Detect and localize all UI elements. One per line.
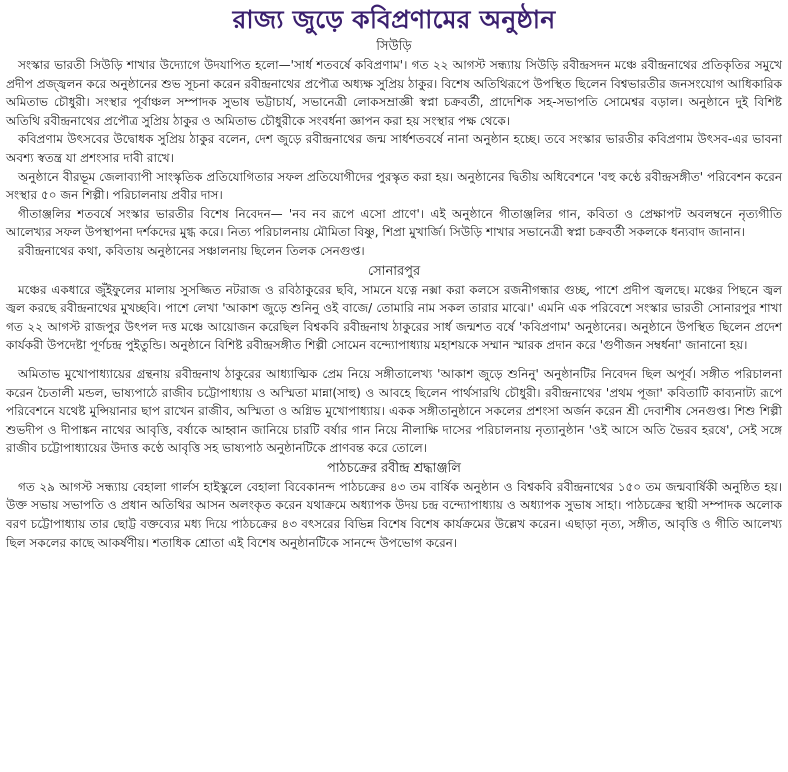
section-heading-pathchakra: পাঠচক্রের রবীন্দ্র শ্রদ্ধাঞ্জলি xyxy=(327,460,461,476)
paragraph-gap xyxy=(6,355,782,365)
paragraph: কবিপ্রণাম উৎসবের উদ্বোধক সুপ্রিয় ঠাকুর বলেন, দেশ জুড়ে রবীন্দ্রনাথের জন্ম সার্ধশতবর্ষে নানা অনুষ্ঠান হচ্ছে। তবে সংস্কার ভারতীর কবিপ্রণাম উৎসব-এর ভাবনা অবশ্য স্বতন্ত্র যা প্রশংসার দাবী রাখে। xyxy=(6,132,782,165)
paragraph: সংস্কার ভারতী সিউড়ি শাখার উদ্যোগে উদযাপিত হলো—'সার্ধ শতবর্ষে কবিপ্রণাম'। গত ২২ আগস্ট সন্ধ্যায় সিউড়ি রবীন্দ্রসদন মঞ্চে রবীন্দ্রনাথের প্রতিকৃতির সমুখে প্রদীপ প্রজ্জ্বলন করে অনুষ্ঠানের শুভ সূচনা করেন রবীন্দ্রনাথের প্রপৌত্র অধ্যক্ষ সুপ্রিয় ঠাকুর। বিশেষ অতিথিরূপে উপস্থিত ছিলেন বিশ্বভারতীর জনসংযোগ আধিকারিক অমিতাভ চৌধুরী। সংস্থার পূর্বাঞ্চল সম্পাদক সুভাষ ভট্টাচার্য, সভানেত্রী লোকসম্রাজ্ঞী স্বপ্না চক্রবর্তী, প্রাদেশিক সহ-সভাপতি সোমেশ্বর বড়াল। অনুষ্ঠানে দুই বিশিষ্ট অতিথি রবীন্দ্রনাথের প্রপৌত্র সুপ্রিয় ঠাকুর ও অমিতাভ চৌধুরীকে সংবর্ধনা জ্ঞাপন করা হয় সংস্থার পক্ষ থেকে। xyxy=(6,58,782,128)
section-heading-siuri: সিউড়ি xyxy=(376,39,412,54)
article-title: রাজ্য জুড়ে কবিপ্রণামের অনুষ্ঠান xyxy=(232,5,556,34)
paragraph: অমিতাভ মুখোপাধ্যায়ের গ্রন্থনায় রবীন্দ্রনাথ ঠাকুরের আধ্যাত্মিক প্রেম নিয়ে সঙ্গীতালেখ্য 'আকাশ জুড়ে শুনিনু' অনুষ্ঠানটির নিবেদন ছিল অপূর্ব। সঙ্গীত পরিচালনা করেন চৈতালী মন্ডল, ভাষ্যপাঠে রাজীব চট্টোপাধ্যায় ও অস্মিতা মান্না(সাহু) ও আবহে ছিলেন পার্থসারথি চৌধুরী। রবীন্দ্রনাথের 'প্রথম পূজা' কবিতাটি কাব্যনাট্য রূপে পরিবেশনে যথেষ্ট মুন্সিয়ানার ছাপ রাখেন রাজীব, অস্মিতা ও অগ্নিভ মুখোপাধ্যায়। একক সঙ্গীতানুষ্ঠানে সকলের প্রশংসা অর্জন করেন শ্রী দেবাশীষ সেনগুপ্ত। শিশু শিল্পী শুভদীপ ও দীপাঙ্কন নাথের আবৃত্তি, বর্ষাকে আহ্বান জানিয়ে চারটি বর্ষার গান নিয়ে নীলাক্ষি দাসের পরিচালনায় নৃত্যানুষ্ঠান 'ওই আসে অতি ভৈরব হরষে', সেই সঙ্গে রাজীব চট্টোপাধ্যায়ের উদাত্ত কণ্ঠে আবৃত্তি সহ ভাষ্যপাঠ অনুষ্ঠানটিকে প্রাণবন্ত করে তোলে। xyxy=(6,366,782,456)
paragraph: গত ২৯ আগস্ট সন্ধ্যায় বেহালা গার্লস হাইস্কুলে বেহালা বিবেকানন্দ পাঠচক্রের ৪৩ তম বার্ষিক অনুষ্ঠান ও বিশ্বকবি রবীন্দ্রনাথের ১৫০ তম জন্মবার্ষিকী অনুষ্ঠিত হয়। উক্ত সভায় সভাপতি ও প্রধান অতিথির আসন অলংকৃত করেন যথাক্রমে অধ্যাপক উদয় চন্দ্র বন্দ্যোপাধ্যায় ও অধ্যাপক সুভাষ সাহা। পাঠচক্রের স্থায়ী সম্পাদক অলোক বরণ চট্টোপাধ্যায় তার ছোট্ট বক্তব্যের মধ্য দিয়ে পাঠচক্রের ৪৩ বৎসরের বিভিন্ন বিশেষ বিশেষ কার্যক্রমের উল্লেখ করেন। এছাড়া নৃত্য, সঙ্গীত, আবৃত্তি ও গীতি আলেখ্য ছিল সকলের কাছে আকর্ষণীয়। শতাধিক শ্রোতা এই বিশেষ অনুষ্ঠানটিকে সানন্দে উপভোগ করেন। xyxy=(6,479,782,550)
paragraph: রবীন্দ্রনাথের কথা, কবিতায় অনুষ্ঠানের সঞ্চালনায় ছিলেন তিলক সেনগুপ্ত। xyxy=(18,243,365,258)
section-heading-sonarpur: সোনারপুর xyxy=(367,263,421,279)
paragraph: মঞ্চের একধারে জুঁইফুলের মালায় সুসজ্জিত নটরাজ ও রবিঠাকুরের ছবি, সামনে যত্নে নক্সা করা কলসে রজনীগন্ধার গুচ্ছ, পাশে প্রদীপ জ্বলছে। মঞ্চের পিছনে জ্বল জ্বল করছে রবীন্দ্রনাথের মুখচ্ছবি। পাশে লেখা 'আকাশ জুড়ে শুনিনু ওই বাজে/ তোমারি নাম সকল তারার মাঝে।' এমনি এক পরিবেশে সংস্কার ভারতী সোনারপুর শাখা গত ২২ আগস্ট রাজপুর উৎপল দত্ত মঞ্চে আয়োজন করেছিল বিশ্বকবি রবীন্দ্রনাথ ঠাকুরের সার্ধ জন্মশত বর্ষে 'কবিপ্রণাম' অনুষ্ঠানের। অনুষ্ঠানে উপস্থিত ছিলেন প্রদেশ কার্যকরী উপদেষ্টা পূর্ণচন্দ্র পুইতুন্ডি। অনুষ্ঠানে বিশিষ্ট রবীন্দ্রসঙ্গীত শিল্পী সোমেন বন্দ্যোপাধ্যায় মহাশয়কে সম্মান স্মারক প্রদান করে 'গুণীজন সম্বর্ধনা' জানানো হয়। xyxy=(6,282,782,353)
paragraph: অনুষ্ঠানে বীরভূম জেলাব্যাপী সাংস্কৃতিক প্রতিযোগিতার সফল প্রতিযোগীদের পুরস্কৃত করা হয়। অনুষ্ঠানের দ্বিতীয় অধিবেশনে 'বহু কণ্ঠে রবীন্দ্রসঙ্গীত' পরিবেশন করেন সংস্থার ৫০ জন শিল্পী। পরিচালনায় প্রবীর দাস। xyxy=(6,169,782,203)
paragraph: গীতাঞ্জলির শতবর্ষে সংস্কার ভারতীর বিশেষ নিবেদন— 'নব নব রূপে এসো প্রাণে'। এই অনুষ্ঠানে গীতাঞ্জলির গান, কবিতা ও প্রেক্ষাপট অবলম্বনে নৃত্যগীতি আলেখ্যর সফল উপস্থাপনা দর্শকদের মুগ্ধ করে। নিত্য পরিচালনায় মৌমিতা বিষ্ণু, শিপ্রা মুখার্জি। সিউড়ি শাখার সভানেত্রী স্বপ্না চক্রবর্তী সকলকে ধন্যবাদ জানান। xyxy=(6,206,782,240)
